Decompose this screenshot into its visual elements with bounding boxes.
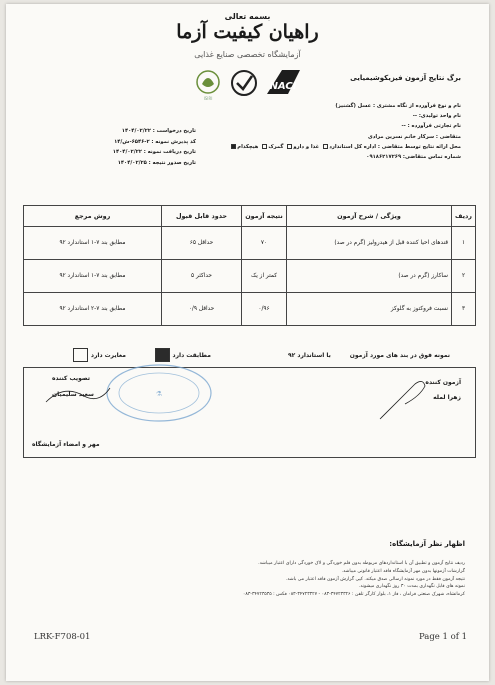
- approver-signature-icon: [44, 380, 114, 410]
- approver-label: تصویب کننده: [52, 375, 91, 382]
- option-food-drug: غذا و دارو: [286, 142, 319, 152]
- report-sheet: [6, 4, 489, 681]
- svg-text:⚗: ⚗: [155, 390, 163, 398]
- delivery-location: [191, 142, 461, 152]
- checkbox-food-drug[interactable]: [287, 144, 292, 149]
- naci-logo-text: NACI: [269, 81, 297, 92]
- lab-name: آزمایشگاه تخصصی صنایع غذایی: [194, 50, 301, 59]
- noncompliant-checkbox[interactable]: [73, 348, 88, 362]
- option-none: هیچکدام: [230, 142, 258, 152]
- compliant-label: مطابقت دارد: [172, 351, 211, 359]
- row-method: مطابق بند ۷-۱ استاندارد ۹۲: [24, 227, 162, 260]
- basmala: بسمه تعالی: [224, 12, 271, 21]
- stamp-label: مهر و امضاء آزمایشگاه: [32, 441, 100, 448]
- opinion-notes: [65, 560, 465, 599]
- results-table: [23, 205, 476, 326]
- sample-code: کد پذیرش نمونه : ۲-۶۵۴۶-ش/۱۴: [114, 138, 196, 145]
- col-index: ردیف: [452, 206, 476, 227]
- row-index: ۳: [452, 293, 476, 326]
- table-row: [24, 260, 476, 293]
- signature-area: [23, 368, 476, 458]
- note-item: ردیف نتایج آزمون و تطبیق آن با استانداردهای مربوطه بدون قلم خوردگی و لاک خوردگی دارای اعتبار میباشد.: [258, 561, 465, 566]
- row-result: ۷۰: [242, 227, 287, 260]
- delivery-options: [230, 142, 376, 152]
- delivery-label: محل ارائه نتایج توسط متقاضی :: [377, 143, 461, 150]
- checkbox-standard-office[interactable]: [323, 144, 328, 149]
- trade-name: نام تجارتی فرآورده : --: [401, 123, 461, 130]
- table-header-row: [24, 206, 476, 227]
- compliant-checkbox[interactable]: [155, 348, 170, 362]
- table-row: [24, 227, 476, 260]
- company-name: راهیان کیفیت آزما: [176, 21, 319, 43]
- checkbox-customs[interactable]: [262, 144, 267, 149]
- applicant: متقاضی : سرکار خانم نسرین مرادی: [367, 133, 461, 140]
- address-line: کرمانشاه، شهرک صنعتی فرامان ، فاز ۱، بلوار کارگر تلفن : ۳۴۷۲۳۳۲۶-۰۸۳ - ۳۴۷۲۳۳۲۷-۰۸۳ فکس : ۳۴۷۲۳۵۳۵-۰۸۳: [242, 592, 465, 598]
- sample-info: [191, 101, 461, 162]
- request-date: تاریخ درخواست : ۱۴۰۴/۰۲/۲۲: [121, 128, 196, 134]
- note-item: نمونه های قابل نگهداری بمدت ۳۰ روز نگهداری میشوند.: [358, 584, 465, 590]
- request-dates: [46, 126, 196, 168]
- quality-check-icon: [232, 71, 256, 95]
- row-index: ۲: [452, 260, 476, 293]
- tester-label: آزمون کننده: [425, 379, 461, 386]
- row-parameter: قندهای احیا کننده قبل از هیدرولیز (گرم در صد): [287, 227, 452, 260]
- page-number: Page 1 of 1: [418, 632, 467, 642]
- opinion-title: اظهار نظر آزمایشگاه:: [389, 540, 465, 548]
- row-limit: حداقل ۰/۹: [162, 293, 242, 326]
- report-title: برگ نتایج آزمون فیزیکوشیمیایی: [350, 74, 461, 82]
- row-limit: حداکثر ۵: [162, 260, 242, 293]
- conformity-statement-text: نمونه فوق در بند های مورد آزمون: [349, 352, 450, 359]
- row-parameter: ساکارز (گرم در صد): [287, 260, 452, 293]
- receipt-date: تاریخ دریافت نمونه : ۱۴۰۴/۰۲/۲۲: [112, 149, 196, 155]
- standard-logo-icon: [197, 71, 219, 101]
- conformity-statement: [288, 352, 450, 359]
- row-index: ۱: [452, 227, 476, 260]
- row-result: کمتر از یک: [242, 260, 287, 293]
- table-row: [24, 293, 476, 326]
- option-customs: گمرک: [261, 142, 283, 152]
- row-limit: حداقل ۶۵: [162, 227, 242, 260]
- lab-stamp-icon: [99, 362, 219, 424]
- naci-logo: [267, 70, 300, 94]
- production-unit: نام واحد تولیدی: --: [412, 113, 461, 120]
- product-name: نام و نوع فرآورده از نگاه مشتری : عسل (گشنیز): [335, 103, 461, 109]
- note-item: نتیجه آزمون فقط در مورد نمونه ارسالی صدق میکند. کپی گزارش آزمون فاقد اعتبار می باشد.: [285, 576, 465, 582]
- compliant-option: [155, 348, 212, 362]
- applicant-phone: شماره تماس متقاضی: ۰۹۱۸۶۲۱۷۲۶۹: [366, 154, 461, 161]
- row-method: مطابق بند ۷-۲ استاندارد ۹۲: [24, 293, 162, 326]
- approver-name: سعید سلیمیان: [52, 391, 94, 398]
- row-parameter: نسبت فروکتوز به گلوکز: [287, 293, 452, 326]
- row-result: ۰/۹۶: [242, 293, 287, 326]
- tester-name: زهرا لمله: [433, 394, 461, 401]
- form-code: LRK-F708-01: [34, 632, 91, 642]
- accreditation-logos: [192, 64, 312, 104]
- tester-signature-icon: [375, 374, 435, 424]
- note-item: گزارشات آزمونها بدون مهر آزمایشگاه فاقد اعتبار قانونی میباشد.: [341, 568, 465, 574]
- conformity-standard: با استاندارد ۹۲: [287, 352, 331, 359]
- col-parameter: ویژگی / شرح آزمون: [287, 206, 452, 227]
- conformity-row: [23, 344, 476, 368]
- option-standard-office: اداره کل استاندارد: [322, 142, 376, 152]
- issue-date: تاریخ صدور نتیجه : ۱۴۰۴/۰۲/۲۵: [117, 159, 196, 166]
- row-method: مطابق بند ۷-۱ استاندارد ۹۲: [24, 260, 162, 293]
- col-method: روش مرجع: [24, 206, 162, 227]
- noncompliant-label: مغایرت دارد: [90, 351, 126, 359]
- checkbox-none[interactable]: [231, 144, 236, 149]
- noncompliant-option: [73, 348, 126, 362]
- col-limit: حدود قابل قبول: [162, 206, 242, 227]
- svg-text:ISIRI: ISIRI: [203, 96, 213, 101]
- col-result: نتیجه آزمون: [242, 206, 287, 227]
